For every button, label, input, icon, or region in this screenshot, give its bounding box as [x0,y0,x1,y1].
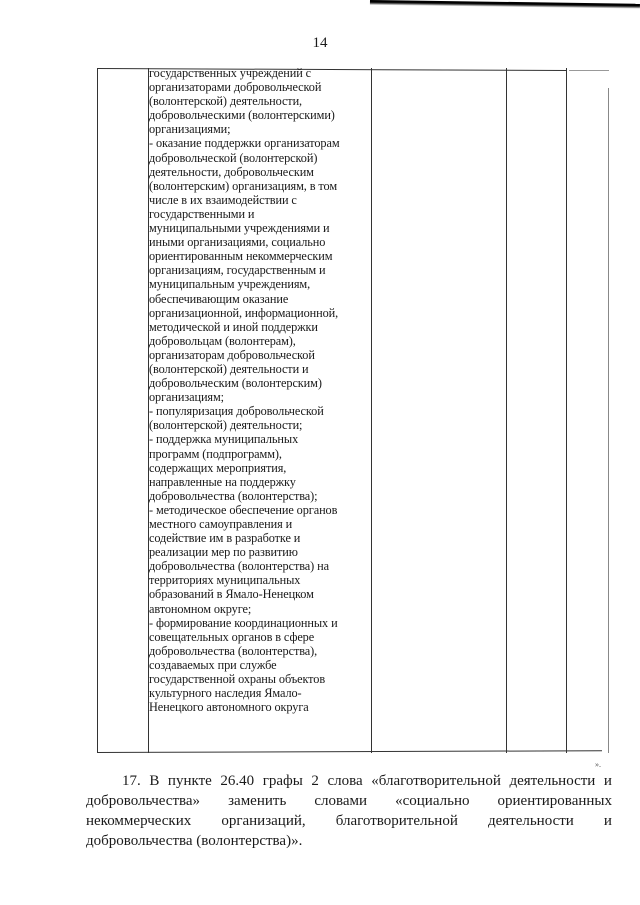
cell-text-line: организациям; [149,390,224,405]
cell-text-line: ориентированным некоммерческим [149,249,333,264]
paragraph-word: заменить [228,793,287,809]
paragraph-word: «благотворительной [371,773,501,789]
table-cell-content [149,66,371,714]
cell-text-line: государственных учреждений с [149,66,312,80]
cell-text-line: числе в их взаимодействии с [149,192,297,207]
paragraph-word: и [603,813,612,829]
paragraph-word: организаций, [221,813,306,829]
cell-text-line: реализации мер по развитию [149,545,298,560]
column-divider-2 [371,68,372,753]
cell-text-line: государственными и [149,206,255,221]
cell-text-line: организаторами добровольческой [149,80,322,95]
paragraph-word: деятельности [509,773,596,789]
cell-text-line: (волонтерской) деятельности, [149,94,303,109]
amendment-paragraph-17 [86,771,612,851]
cell-text-line: деятельности, добровольческим [149,164,314,179]
cell-text-line: - формирование координационных и [149,615,338,630]
table-bottom-border [97,750,602,753]
cell-text-line: иными организациями, социально [149,235,326,250]
cell-text-line: добровольческим (волонтерским) [149,376,322,391]
table-left-border [97,68,98,753]
cell-text-line: обеспечивающим оказание [149,291,289,306]
cell-text-line: добровольчества (волонтерства) на [149,559,329,574]
paragraph-word: некоммерческих [86,813,192,829]
cell-text-line: культурного наследия Ямало- [149,686,302,701]
paragraph-line [86,811,612,831]
paragraph-word: добровольчества» [86,793,201,809]
paragraph-word: 2 [311,773,319,789]
paragraph-word: слова [327,773,363,789]
paragraph-word: словами [314,793,368,809]
paragraph-word: графы [262,773,303,789]
column-divider-4 [566,68,567,753]
paragraph-word: добровольчества (волонтерства)». [86,833,303,849]
cell-text-line: содействие им в разработке и [149,531,301,546]
paragraph-word: ориентированных [497,793,612,809]
cell-text-line: (волонтерской) деятельности; [149,418,303,433]
paragraph-line [86,771,612,791]
cell-text-line: добровольческими (волонтерскими) [149,108,335,123]
paragraph-word: и [603,773,612,789]
cell-text-line: организациями; [149,122,231,137]
cell-text-line: муниципальным учреждениям, [149,277,311,292]
page-number: 14 [312,35,328,51]
cell-text-line: организациям, государственным и [149,263,326,278]
cell-text-line: создаваемых при службе [149,657,277,672]
cell-text-line: (волонтерским) организациям, в том [149,178,338,193]
paragraph-word: 17. [122,773,141,789]
table-top-border-right [569,70,609,71]
paragraph-word: 26.40 [220,773,255,789]
cell-text-line: местного самоуправления и [149,517,293,531]
cell-text-line: добровольческой (волонтерской) [149,150,318,165]
paragraph-word: деятельности [487,813,574,829]
cell-text-line: содержащих мероприятия, [149,460,287,475]
cell-text-line: (волонтерской) деятельности и [149,361,309,376]
paragraph-word: благотворительной [335,813,458,829]
cell-text-line: государственной охраны объектов [149,672,326,687]
scan-edge-artifact [370,0,640,9]
paragraph-word: пункте [167,773,212,789]
paragraph-word: В [149,773,160,789]
cell-text-line: организационной, информационной, [149,305,339,320]
closing-quote-mark: ». [595,760,601,769]
column-divider-3 [506,68,507,753]
cell-text-line: Ненецкого автономного округа [149,700,309,715]
cell-text-line: совещательных органов в сфере [149,629,315,644]
cell-text-line: - поддержка муниципальных [149,432,299,447]
cell-text-line: - методическое обеспечение органов [149,502,338,517]
cell-text-line: программ (подпрограмм), [149,446,282,461]
cell-text-line: муниципальными учреждениями и [149,221,330,236]
column-divider-5 [608,88,609,753]
cell-text-line: добровольцам (волонтерам), [149,333,296,348]
paragraph-line [86,831,612,851]
cell-text-line: образований в Ямало-Ненецком [149,587,314,602]
cell-text-line: добровольчества (волонтерства), [149,643,318,658]
cell-text-line: направленные на поддержку [149,474,296,489]
paragraph-word: «социально [395,793,470,809]
cell-text-line: методической и иной поддержки [149,319,318,334]
cell-text-line: автономном округе; [149,601,252,616]
cell-text-line: организаторам добровольческой [149,347,315,362]
cell-text-line: - оказание поддержки организаторам [149,136,340,151]
cell-text-line: - популяризация добровольческой [149,404,324,419]
cell-text-line: добровольчества (волонтерства); [149,488,318,503]
paragraph-line [86,791,612,811]
cell-text-line: территориях муниципальных [149,573,301,588]
